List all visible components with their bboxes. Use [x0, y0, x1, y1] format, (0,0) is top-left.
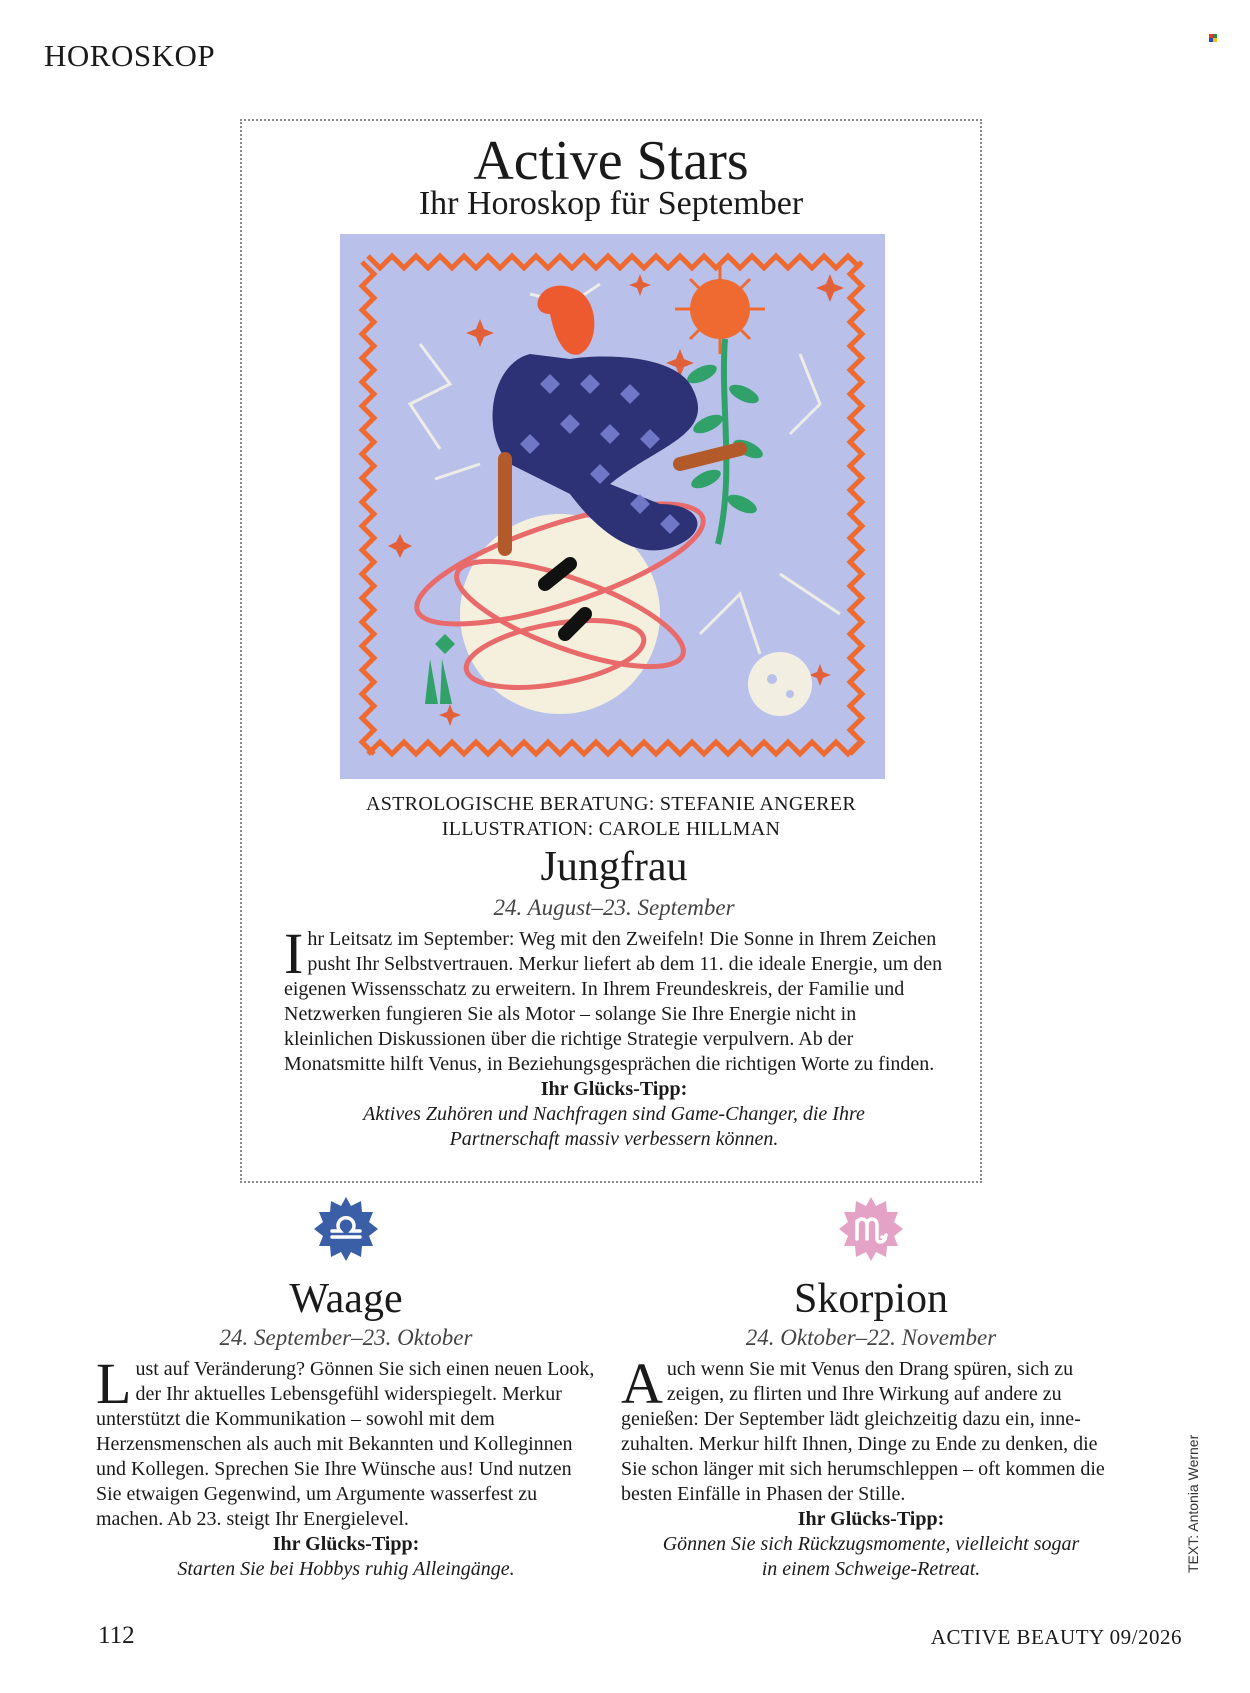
sign-title: Skorpion	[793, 1276, 948, 1322]
magazine-issue: ACTIVE BEAUTY 09/2026	[930, 1625, 1182, 1649]
tipp-label: Ihr Glücks-Tipp:	[272, 1533, 420, 1555]
horoscope-text	[96, 1351, 596, 1532]
feature-subtitle: Ihr Horoskop für September	[418, 185, 804, 222]
sign-date: 24. Oktober–22. November	[745, 1325, 997, 1350]
tipp-text: Gönnen Sie sich Rückzugsmomente, vielleicht sogar in einem Schweige-Retreat.	[662, 1533, 1080, 1580]
libra-symbol-icon	[314, 1197, 378, 1261]
tipp-label: Ihr Glücks-Tipp:	[797, 1508, 945, 1530]
sign-date: 24. September–23. Oktober	[219, 1325, 473, 1350]
feature-box	[240, 119, 982, 1183]
horoscope-paragraph: ust auf Veränderung? Gönnen Sie sich einen neuen Look, der Ihr aktuelles Lebensgefühl widerspiegelt. Merkur unterstützt die Kommunikation – sowohl mit dem Herzensmenschen als auch mit Bekannten und Kolleginnen und Kollegen. Sprechen Sie Ihre Wünsche aus! Und nutzen Sie etwaigen Gegenwind, um Argumente wasserfest zu machen. Ab 23. steigt Ihr Energielevel.	[96, 1358, 595, 1530]
sign-title: Jungfrau	[540, 844, 688, 890]
page-number: 112	[98, 1622, 135, 1649]
scorpio-symbol-icon	[839, 1197, 903, 1261]
horoscope-waage	[96, 1197, 596, 1582]
tipp-text: Aktives Zuhören und Nachfragen sind Game-Changer, die Ihre Partnerschaft massiv verbessern können.	[363, 1103, 865, 1150]
credit-illustration: ILLUSTRATION: CAROLE HILLMAN	[441, 818, 781, 840]
horoscope-text	[621, 1351, 1121, 1507]
horoscope-skorpion	[621, 1197, 1121, 1582]
horoscope-text	[284, 921, 944, 1077]
horoscope-jungfrau	[284, 843, 944, 1152]
drop-cap: A	[621, 1351, 663, 1416]
feature-title: Active Stars	[473, 130, 749, 192]
credit-astrology: ASTROLOGISCHE BERATUNG: STEFANIE ANGERER	[366, 793, 856, 815]
drop-cap: L	[96, 1351, 132, 1416]
sign-date: 24. August–23. September	[493, 895, 735, 920]
tipp-label: Ihr Glücks-Tipp:	[540, 1078, 688, 1100]
color-registration-mark	[1209, 34, 1217, 42]
tipp-text: Starten Sie bei Hobbys ruhig Alleingänge.	[177, 1558, 515, 1580]
sign-title: Waage	[289, 1276, 403, 1322]
text-credit: TEXT: Antonia Werner	[1185, 1434, 1201, 1573]
credits	[242, 792, 980, 842]
horoscope-paragraph: hr Leitsatz im September: Weg mit den Zweifeln! Die Sonne in Ihrem Zeichen pusht Ihr Selbstvertrauen. Merkur liefert ab dem 11. die ideale Energie, um den eigenen Wissensschatz zu erweitern. In Ihrem Freundeskreis, der Familie und Netzwerken fungieren Sie als Motor – solange Sie Ihre Energie nicht in kleinlichen Diskussionen über die richtige Strategie verpulvern. Ab der Monatsmitte hilft Venus, in Beziehungsgesprächen die richtigen Worte zu finden.	[284, 928, 943, 1075]
zodiac-virgo-illustration	[340, 234, 885, 779]
drop-cap: I	[284, 921, 304, 986]
horoscope-paragraph: uch wenn Sie mit Venus den Drang spüren, sich zu zeigen, zu flirten und Ihre Wirkung auf andere zu genießen: Der September lädt gleichzeitig dazu ein, inne-zuhalten. Merkur hilft Ihnen, Dinge zu Ende zu denken, die Sie schon länger mit sich herumschleppen – oft kommen die besten Einfälle in Phasen der Stille.	[621, 1358, 1105, 1505]
section-label: HOROSKOP	[44, 38, 216, 73]
